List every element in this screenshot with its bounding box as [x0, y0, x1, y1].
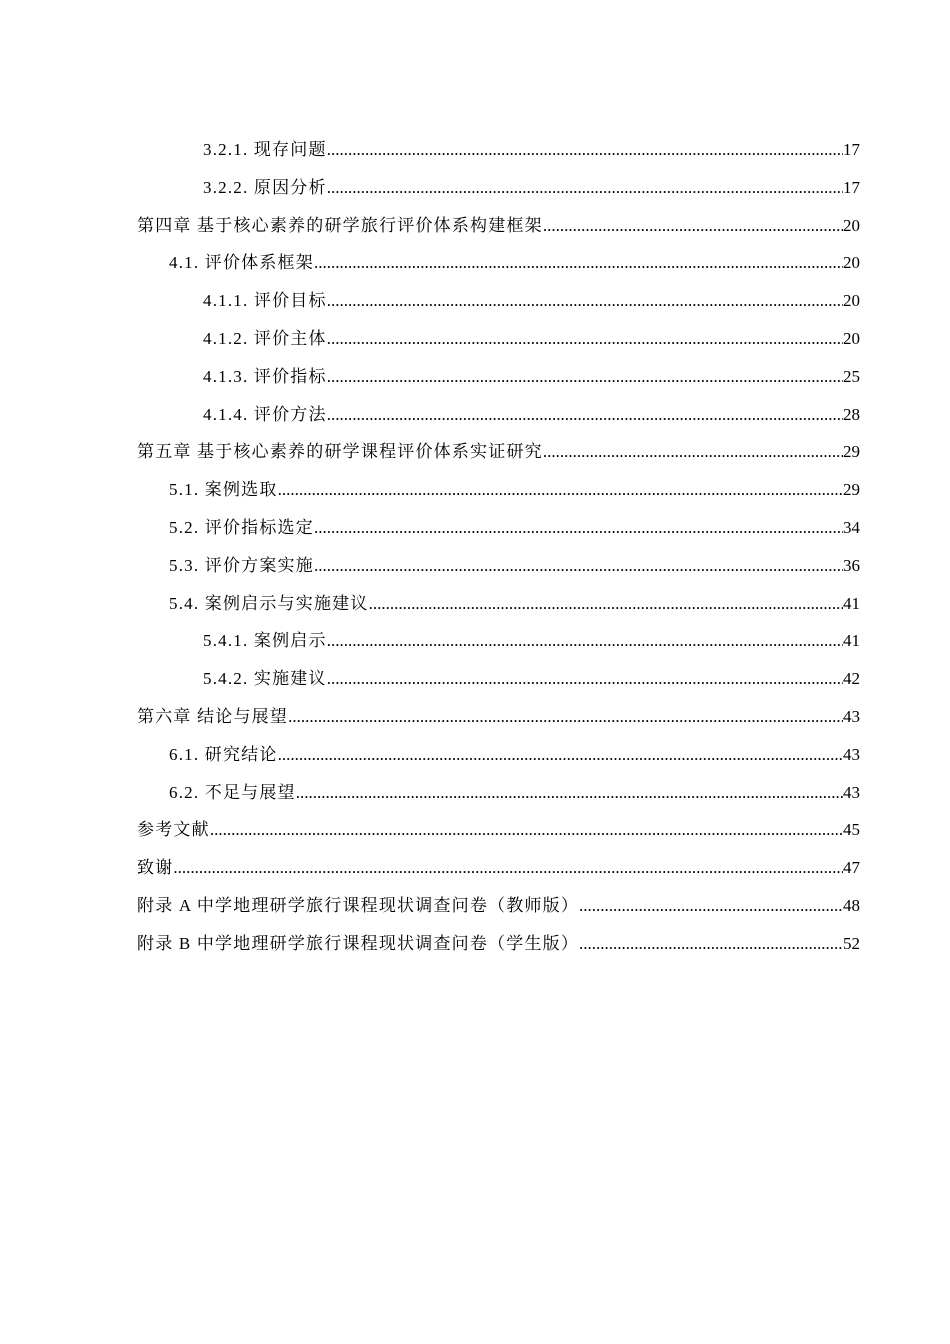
toc-entry-page-number: 45 — [843, 820, 860, 840]
toc-entry-title: 4.1.2. 评价主体 — [203, 328, 327, 348]
toc-entry-page-number: 20 — [843, 328, 860, 348]
toc-entry-title: 5.3. 评价方案实施 — [169, 555, 314, 575]
toc-entry-title: 4.1.3. 评价指标 — [203, 366, 327, 386]
toc-entry-page-number: 47 — [843, 858, 860, 878]
toc-entry-title: 第五章 基于核心素养的研学课程评价体系实证研究 — [137, 442, 543, 462]
toc-entry-page-number: 43 — [843, 706, 860, 726]
toc-entry-title: 5.4. 案例启示与实施建议 — [169, 593, 369, 613]
toc-dot-leader — [296, 774, 843, 812]
toc-entry[interactable] — [137, 169, 860, 207]
toc-dot-leader — [173, 849, 843, 887]
toc-entry-page-number: 41 — [843, 631, 860, 651]
toc-entry-title: 4.1.1. 评价目标 — [203, 291, 327, 311]
toc-entry[interactable] — [137, 547, 860, 585]
toc-entry-page-number: 43 — [843, 782, 860, 802]
toc-entry-page-number: 41 — [843, 593, 860, 613]
toc-dot-leader — [327, 131, 843, 169]
toc-entry[interactable] — [137, 887, 860, 925]
toc-entry-title: 3.2.2. 原因分析 — [203, 177, 327, 197]
toc-entry-page-number: 25 — [843, 366, 860, 386]
toc-entry-title: 4.1. 评价体系框架 — [169, 253, 314, 273]
toc-entry-title: 6.1. 研究结论 — [169, 744, 278, 764]
toc-entry[interactable] — [137, 282, 860, 320]
toc-dot-leader — [579, 887, 843, 925]
toc-dot-leader — [327, 622, 843, 660]
toc-entry[interactable] — [137, 925, 860, 963]
toc-dot-leader — [327, 169, 843, 207]
toc-entry[interactable] — [137, 849, 860, 887]
toc-entry-page-number: 43 — [843, 744, 860, 764]
toc-entry-page-number: 42 — [843, 669, 860, 689]
toc-entry[interactable] — [137, 433, 860, 471]
toc-entry[interactable] — [137, 585, 860, 623]
toc-entry[interactable] — [137, 736, 860, 774]
toc-entry-title: 5.2. 评价指标选定 — [169, 517, 314, 537]
toc-entry-page-number: 34 — [843, 517, 860, 537]
toc-entry-title: 6.2. 不足与展望 — [169, 782, 296, 802]
toc-dot-leader — [327, 282, 843, 320]
toc-entry-title: 致谢 — [137, 858, 174, 878]
toc-entry-page-number: 29 — [843, 442, 860, 462]
toc-entry-title: 4.1.4. 评价方法 — [203, 404, 327, 424]
toc-entry-page-number: 20 — [843, 291, 860, 311]
toc-entry-page-number: 29 — [843, 480, 860, 500]
toc-entry-page-number: 48 — [843, 895, 860, 915]
toc-entry[interactable] — [137, 358, 860, 396]
toc-entry-title: 附录 A 中学地理研学旅行课程现状调查问卷（教师版） — [137, 895, 580, 915]
toc-dot-leader — [369, 585, 843, 623]
toc-dot-leader — [210, 811, 843, 849]
toc-entry[interactable] — [137, 131, 860, 169]
toc-entry[interactable] — [137, 396, 860, 434]
toc-entry-page-number: 52 — [843, 933, 860, 953]
toc-dot-leader — [288, 698, 843, 736]
toc-entry-title: 3.2.1. 现存问题 — [203, 140, 327, 159]
toc-entry-title: 参考文献 — [137, 820, 210, 840]
toc-dot-leader — [278, 471, 843, 509]
toc-dot-leader — [314, 547, 843, 585]
toc-entry-title: 5.4.1. 案例启示 — [203, 631, 327, 651]
toc-dot-leader — [314, 509, 843, 547]
toc-entry-page-number: 28 — [843, 404, 860, 424]
toc-entry[interactable] — [137, 471, 860, 509]
toc-dot-leader — [327, 320, 843, 358]
toc-dot-leader — [327, 660, 843, 698]
toc-dot-leader — [579, 925, 843, 963]
toc-dot-leader — [543, 207, 843, 245]
toc-dot-leader — [543, 433, 843, 471]
toc-entry[interactable] — [137, 774, 860, 812]
toc-entry-page-number: 36 — [843, 555, 860, 575]
toc-dot-leader — [314, 244, 843, 282]
toc-entry-page-number: 17 — [843, 140, 860, 159]
toc-entry[interactable] — [137, 698, 860, 736]
table-of-contents — [137, 131, 860, 963]
toc-entry-title: 第六章 结论与展望 — [137, 706, 289, 726]
toc-entry-title: 第四章 基于核心素养的研学旅行评价体系构建框架 — [137, 215, 543, 235]
toc-dot-leader — [327, 396, 843, 434]
toc-entry[interactable] — [137, 660, 860, 698]
toc-entry[interactable] — [137, 509, 860, 547]
toc-entry-title: 5.4.2. 实施建议 — [203, 669, 327, 689]
toc-entry[interactable] — [137, 811, 860, 849]
toc-entry[interactable] — [137, 244, 860, 282]
toc-entry[interactable] — [137, 207, 860, 245]
toc-dot-leader — [278, 736, 843, 774]
toc-entry-page-number: 17 — [843, 177, 860, 197]
toc-entry-title: 附录 B 中学地理研学旅行课程现状调查问卷（学生版） — [137, 933, 580, 953]
toc-entry[interactable] — [137, 622, 860, 660]
toc-entry-title: 5.1. 案例选取 — [169, 480, 278, 500]
toc-entry-page-number: 20 — [843, 253, 860, 273]
toc-entry-page-number: 20 — [843, 215, 860, 235]
toc-dot-leader — [327, 358, 843, 396]
toc-entry[interactable] — [137, 320, 860, 358]
